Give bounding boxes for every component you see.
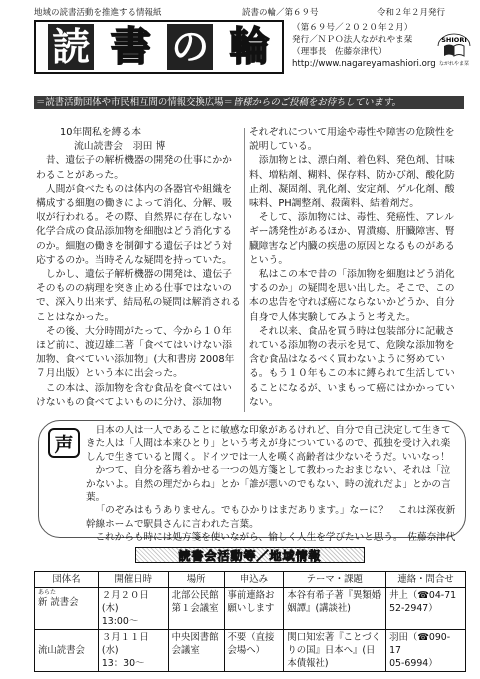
table-header-row: [35, 572, 466, 588]
cell-datetime: ２月２０日(木) 13:00～: [98, 588, 168, 630]
banner-sub: 皆様からのご投稿をお待ちしています。: [232, 97, 401, 108]
issue-line: （第６９号／２０２０年２月）: [292, 23, 413, 33]
article-paragraph: その後、大分時間がたって、今から１０年ほど前に、渡辺雄二著「食べてはいけない添加物、食べていい添加物」(大和書房 2008年７月出版）という本に出会った。: [36, 325, 235, 380]
cell-place: 北部公民館 第１会議室: [168, 588, 224, 630]
title-char-1: 読: [48, 24, 94, 70]
header-contact: 連絡・問合せ: [386, 572, 466, 588]
header-place: 場所: [168, 572, 224, 588]
section-title: [135, 547, 365, 563]
shiori-logo: [432, 32, 476, 68]
header-apply: 申込み: [224, 572, 284, 588]
cell-apply: 不要（直接 会場へ）: [224, 630, 284, 672]
title-char-4: 輪: [229, 23, 270, 70]
article-paragraph: それ以来、食品を買う時は包装部分に記載されている添加物の表示を見て、危険な添加物を含む食品はなるべく買わないように努めている。もう１０年もこの本に縛られて生活していることになるが、いまもって癌にはかかっていない。: [249, 325, 455, 408]
group-name: 新 読書会: [38, 597, 79, 608]
cell-datetime: ３月１１日(水) 13：30～: [98, 630, 168, 672]
header-theme: テーマ・課題: [284, 572, 386, 588]
group-ruby: あらた: [38, 589, 57, 596]
voice-paragraph: 日本の人は一人であることに敏感な印象があるけれど、自分で自己決定して生きてきた人は「人間は本来ひとり」という考えが身についているので、孤独を受け入れ楽しんで生きていると聞く。ドイツでは一人を嘆く高齢者は少ないそうだ。いいなっ！: [86, 425, 451, 463]
cell-apply: 事前連絡お 願いします: [224, 588, 284, 630]
chair: （理事長 佐藤奈津代）: [292, 47, 387, 57]
article-paragraph: それぞれについて用途や毒性や障害の危険性を説明している。: [249, 127, 455, 153]
column-divider: [244, 128, 245, 412]
logo-text: SHIORI: [441, 36, 467, 44]
article-paragraph: 私はこの本で昔の「添加物を細胞はどう消化するのか」の疑問を思い出した。そこで、この本の忠告を守れば癌にならないかどうか、自分自身で人体実験してみようと考えた。: [249, 269, 455, 323]
banner-main: ＝読書活動団体や市民相互間の情報交換広場＝: [36, 97, 233, 108]
section-title-text: 読書会活動等／地域情報: [178, 548, 322, 563]
article-title: 10年間私を縛る本: [60, 127, 142, 138]
voice-paragraph: 「のぞみはもうありません。でもひかりはまだあります。」なーに？ これは深夜新幹線ホームで駅員さんに言われた言葉。: [86, 505, 456, 530]
series-label: 読書の輪／第６９号: [242, 8, 319, 18]
tagline: 地域の読書活動を推進する情報紙: [34, 8, 162, 18]
group-name: 流山読書会: [38, 645, 85, 656]
cell-contact: 井上（☎04-71 52-2947）: [386, 588, 466, 630]
cell-group: [35, 588, 99, 630]
publisher-info: [292, 22, 442, 70]
title-char-2: 書: [110, 23, 151, 70]
logo-icon: [432, 32, 476, 62]
schedule-table: [34, 571, 466, 672]
article-column-1: [36, 126, 241, 410]
cell-place: 中央図書館 会議室: [168, 630, 224, 672]
article-paragraph: 人間が食べたものは体内の各器官や組織を構成する細胞の働きによって消化、分解、吸収が行われる。その際、自然界に存在しない化学合成の食品添加物を細胞はどう消化するのか。細胞の働きを制御する遺伝子はどう対応するのか。当時そんな疑問を持っていた。: [36, 183, 232, 266]
cell-theme: 関口知宏著『ことづくりの国』日本へ』(日本債報社): [284, 630, 386, 672]
article-paragraph: 昔、遺伝子の解析機器の開発の仕事にかかわることがあった。: [36, 155, 232, 181]
voice-mark: 声: [48, 428, 80, 458]
article-author: 流山読書会 羽田 博: [74, 141, 166, 153]
title-char-3: の: [167, 24, 213, 70]
article-paragraph: そして、添加物には、毒性、発癌性、アレルギー誘発性があるほか、胃潰瘍、肝臓障害、腎臓障害など内臓の疾患の原因となるものがあるという。: [249, 212, 455, 266]
masthead-topline: [34, 6, 464, 18]
masthead-title: [34, 20, 284, 74]
voice-paragraph: これからも時には処方箋を使いながら、愉しく人生を学びたいと思う。 佐藤奈津代: [95, 532, 456, 544]
cell-contact: 羽田（☎090-17 05-6994）: [386, 630, 466, 672]
table-row: [35, 630, 466, 672]
article-column-2: [249, 126, 463, 410]
article-paragraph: この本は、添加物を含む食品を食べてはいけないもの食べてよいものに分け、添加物: [36, 382, 232, 408]
voice-paragraph: かつて、自分を落ち着かせる一つの処方箋として教わったおまじない、それは「泣かないよ。自然の理だからね」とか「誰が悪いのでもない、時の流れだよ」とかの言葉。: [86, 465, 451, 504]
article-paragraph: しかし、遺伝子解析機器の開発は、遺伝子そのものの病理を突き止める仕事ではないので、深入り出来ず、結局私の疑問は解消されることはなかった。: [36, 269, 241, 323]
cell-group: [35, 630, 99, 672]
voice-text: [86, 424, 458, 545]
logo-caption: ながれやま栞: [438, 61, 469, 67]
website-url[interactable]: http://www.nagareyamashiori.org: [292, 59, 436, 69]
table-row: [35, 588, 466, 630]
issue-date: 令和２年２月発行: [377, 8, 446, 18]
cell-theme: 本谷有希子著『異類婚姻譚』(講談社): [284, 588, 386, 630]
header-group: 団体名: [35, 572, 99, 588]
article-paragraph: 添加物とは、漂白剤、着色料、発色剤、甘味料、増粘剤、糊料、保存料、防かび剤、酸化防止剤、凝固剤、乳化剤、安定剤、ゲル化剤、酸味料、PH調整剤、殺菌料、結着剤だ。: [249, 155, 455, 210]
info-banner: [34, 96, 464, 109]
publisher: 発行／ＮＰＯ法人ながれやま栞: [292, 35, 413, 45]
header-datetime: 開催日時: [98, 572, 168, 588]
